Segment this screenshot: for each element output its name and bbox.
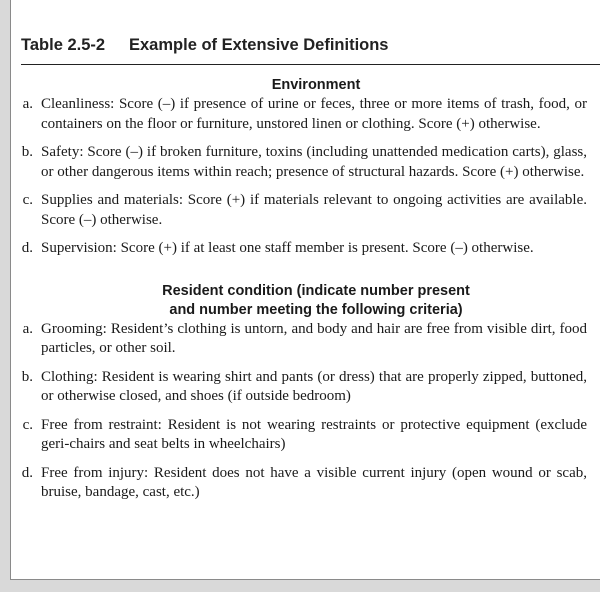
item-letter: a.: [22, 96, 33, 112]
resident-heading-line2: and number meeting the following criteria): [169, 301, 463, 318]
resident-item: [11, 464, 600, 503]
item-text: Supervision: Score (+) if at least one staff member is present. Score (–) otherwise.: [41, 240, 534, 256]
table-body: [11, 76, 600, 512]
resident-heading: [11, 282, 600, 320]
environment-item: [11, 95, 600, 134]
environment-heading: Environment: [271, 77, 361, 93]
item-text: Free from injury: Resident does not have a visible current injury (open wound or scab, bruise, bandage, cast, etc.): [41, 464, 587, 500]
environment-item: [11, 191, 600, 230]
item-letter: a.: [22, 320, 33, 337]
item-letter: c.: [22, 416, 33, 433]
item-letter: b.: [21, 368, 33, 385]
table-title: Example of Extensive Definitions: [129, 36, 389, 54]
resident-item: [11, 368, 600, 407]
table-title-row: [21, 36, 389, 55]
item-letter: c.: [22, 192, 33, 208]
title-divider: [21, 64, 600, 65]
item-text: Safety: Score (–) if broken furniture, toxins (including unattended medication carts), glass, or other dangerous items within reach; presence of structural hazards. Score (+) otherwise.: [41, 144, 587, 180]
table-page: [10, 0, 600, 580]
item-letter: d.: [21, 464, 33, 481]
item-text: Clothing: Resident is wearing shirt and pants (or dress) that are properly zipped, buttoned, or otherwise closed, and shoes (if outside bedroom): [41, 368, 587, 404]
resident-item: [11, 416, 600, 455]
resident-heading-line1: Resident condition (indicate number present: [162, 282, 470, 299]
item-text: Cleanliness: Score (–) if presence of urine or feces, three or more items of trash, food, or containers on the floor or furniture, unstored linen or clothing. Score (+) otherwise.: [41, 96, 587, 132]
resident-item: [11, 320, 600, 359]
item-text: Grooming: Resident’s clothing is untorn, and body and hair are free from visible dirt, food particles, or other soil.: [41, 320, 587, 356]
table-number: Table 2.5-2: [21, 36, 106, 54]
environment-item: [11, 143, 600, 182]
item-text: Free from restraint: Resident is not wearing restraints or protective equipment (exclude geri-chairs and seat belts in wheelchairs): [41, 416, 587, 452]
item-letter: b.: [21, 144, 33, 160]
item-text: Supplies and materials: Score (+) if materials relevant to ongoing activities are available. Score (–) otherwise.: [41, 192, 587, 228]
environment-item: [11, 239, 600, 259]
section-spacer: [11, 268, 600, 282]
item-letter: d.: [21, 240, 33, 256]
